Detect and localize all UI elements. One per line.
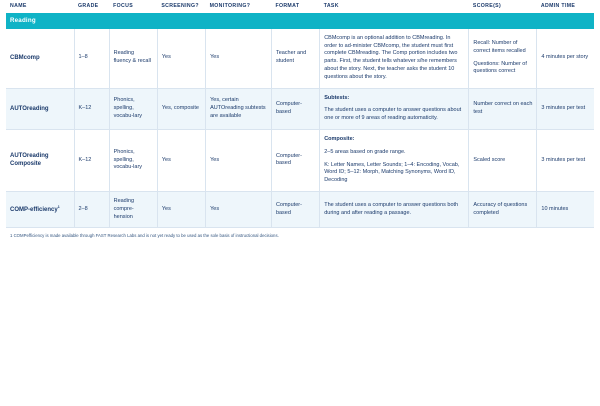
column-header-format: FORMAT [271, 0, 319, 14]
row-focus: Phonics, spelling, vocabu-lary [109, 88, 157, 129]
row-focus: Reading compre-hension [109, 191, 157, 227]
table-header [6, 0, 594, 14]
row-name-text: COMP-efficiency [10, 206, 58, 213]
row-scores [469, 191, 537, 227]
row-format: Teacher and student [271, 29, 319, 88]
row-monitoring: Yes [206, 129, 272, 191]
table-row [6, 29, 594, 88]
section-header-row-reading [6, 14, 594, 29]
task-heading: Composite: [324, 135, 355, 142]
score-item: Recall: Number of correct items recalled [473, 40, 526, 54]
column-header-focus: FOCUS [109, 0, 157, 14]
task-paragraph: K: Letter Names, Letter Sounds; 1–4: Encoding, Vocab, Word ID; 5–12: Morph, Matching Synonyms, Word ID, Decoding [324, 161, 460, 184]
column-header-task: TASK [320, 0, 469, 14]
task-paragraph: The student uses a computer to answer questions both during and after reading a passage. [324, 201, 459, 216]
row-admin-time: 3 minutes per test [537, 129, 594, 191]
assessment-matrix-table [6, 0, 594, 228]
row-name-cbmcomp: CBMcomp [6, 29, 74, 88]
row-format: Computer-based [271, 88, 319, 129]
score-item: Scaled score [473, 156, 506, 163]
row-task [320, 129, 469, 191]
table-row [6, 129, 594, 191]
row-format: Computer-based [271, 191, 319, 227]
row-grade: 2–8 [74, 191, 109, 227]
column-header-admin-time: ADMIN TIME [537, 0, 594, 14]
score-item: Accuracy of questions completed [473, 201, 528, 216]
row-name-autoreading: AUTOreading [6, 88, 74, 129]
column-header-screening: SCREENING? [157, 0, 205, 14]
row-grade: K–12 [74, 88, 109, 129]
task-paragraph: 2–5 areas based on grade range. [324, 148, 406, 155]
row-scores [469, 29, 537, 88]
row-name-autoreading-composite: AUTOreading Composite [6, 129, 74, 191]
row-screening: Yes [157, 191, 205, 227]
column-header-name: NAME [6, 0, 74, 14]
column-header-scores: SCORE(S) [469, 0, 537, 14]
row-task [320, 88, 469, 129]
row-screening: Yes [157, 29, 205, 88]
row-grade: K–12 [74, 129, 109, 191]
footnote-marker: 1 [57, 204, 60, 209]
section-label-reading: Reading [6, 14, 594, 29]
task-heading: Subtests: [324, 94, 350, 101]
column-header-monitoring: MONITORING? [206, 0, 272, 14]
row-monitoring: Yes [206, 29, 272, 88]
row-focus: Phonics, spelling, vocabu-lary [109, 129, 157, 191]
row-monitoring: Yes, certain AUTOreading subtests are available [206, 88, 272, 129]
row-task [320, 191, 469, 227]
score-item: Number correct on each test [473, 100, 533, 115]
row-scores [469, 129, 537, 191]
row-name-compefficiency [6, 191, 74, 227]
row-admin-time: 10 minutes [537, 191, 594, 227]
row-task [320, 29, 469, 88]
row-screening: Yes [157, 129, 205, 191]
table-row [6, 191, 594, 227]
row-focus: Reading fluency & recall [109, 29, 157, 88]
row-monitoring: Yes [206, 191, 272, 227]
score-item: Questions: Number of questions correct [473, 60, 527, 75]
table-footnote: 1 COMPefficiency is made available through FAST Research Labs and is not yet ready to be used as the sole basis of instructional decisions. [10, 233, 279, 239]
row-screening: Yes, composite [157, 88, 205, 129]
task-paragraph: The student uses a computer to answer questions about one or more of 9 areas of reading automaticity. [324, 107, 462, 122]
header-row [6, 0, 594, 14]
row-format: Computer-based [271, 129, 319, 191]
row-grade: 1–8 [74, 29, 109, 88]
row-admin-time: 4 minutes per story [537, 29, 594, 88]
task-paragraph: CBMcomp is an optional addition to CBMreading. In order to ad-minister CBMcomp, the student must first complete CBMreading. The Comp portion includes two parts. First, the student tells whatever s/he remembers about the story. Next, the teacher asks the student 10 questions about the story. [324, 34, 458, 80]
column-header-grade: GRADE [74, 0, 109, 14]
table-row [6, 88, 594, 129]
table-body [6, 14, 594, 228]
row-admin-time: 3 minutes per test [537, 88, 594, 129]
row-scores [469, 88, 537, 129]
